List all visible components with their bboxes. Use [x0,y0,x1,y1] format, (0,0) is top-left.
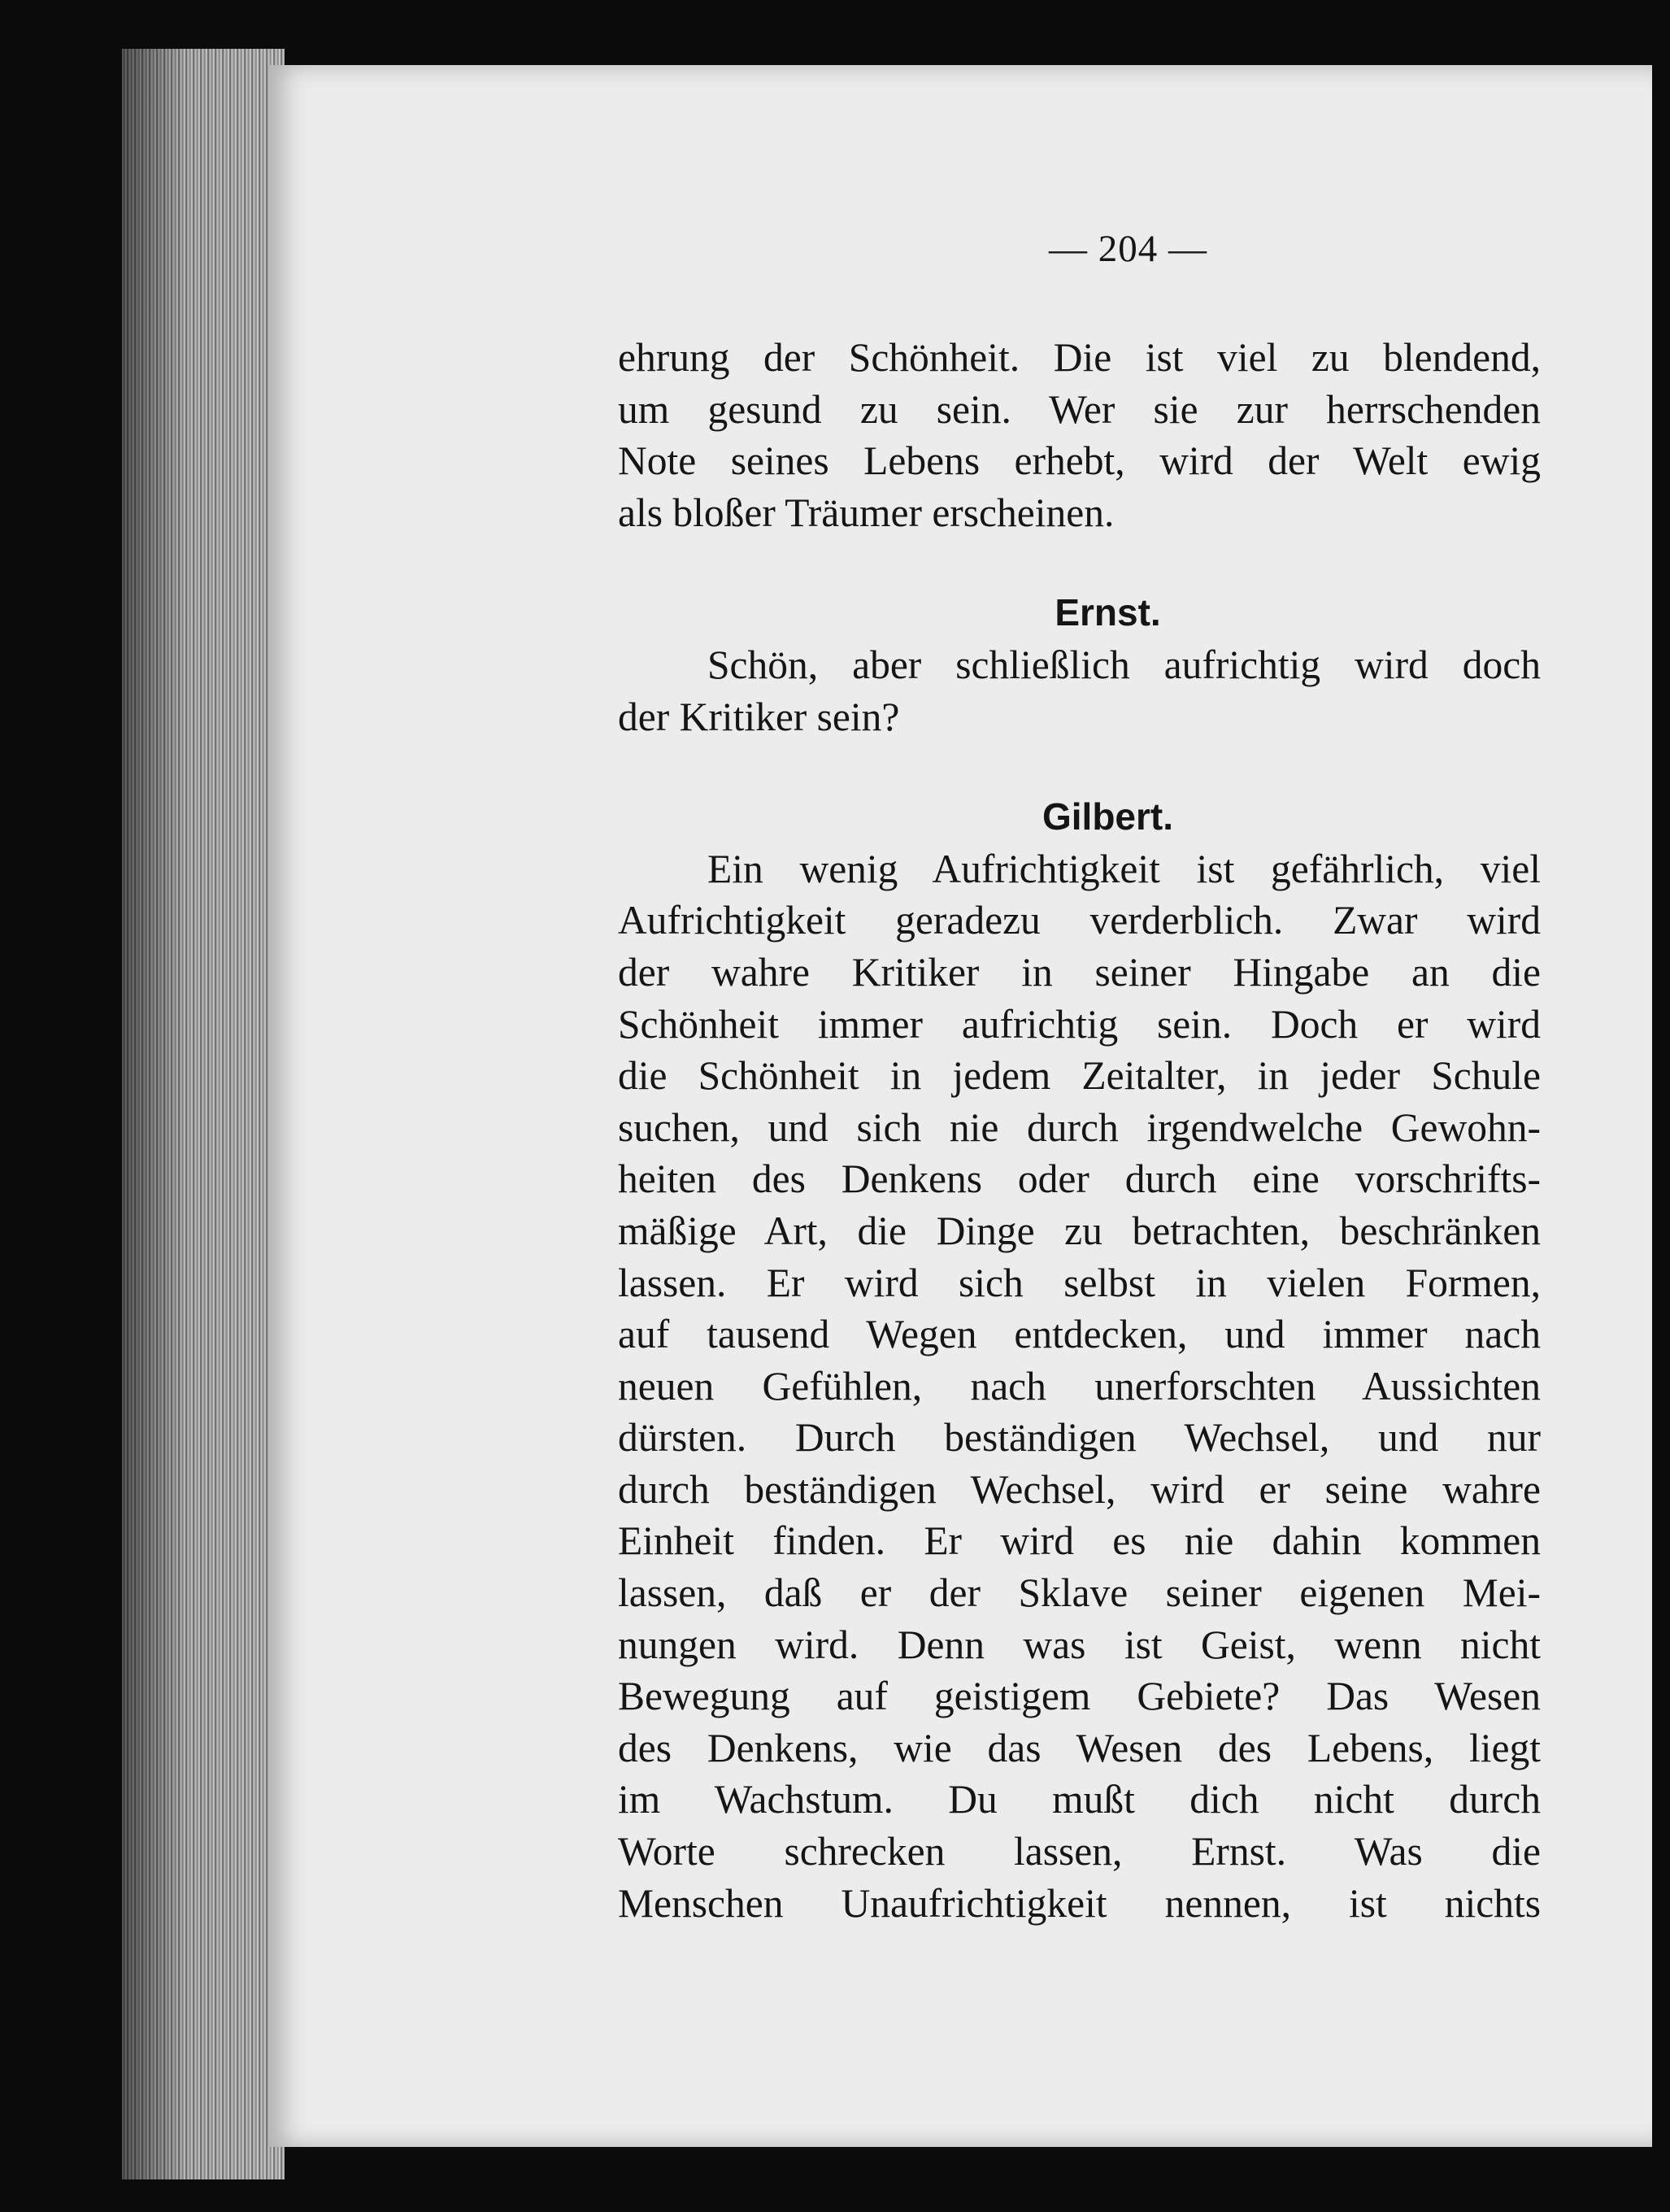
text-block [618,220,1541,1929]
paragraph-2 [618,639,1541,742]
text-line: durch beständigen Wechsel, wird er seine wahre [618,1466,1541,1512]
text-line: Einheit finden. Er wird es nie dahin kommen [618,1518,1541,1564]
text-line: Menschen Unaufrichtigkeit nennen, ist nichts [618,1880,1541,1926]
text-line: als bloßer Träumer erscheinen. [618,490,1115,535]
text-line: Bewegung auf geistigem Gebiete? Das Wesen [618,1674,1541,1719]
stacked-page-edges [122,49,285,2179]
text-line: neuen Gefühlen, nach unerforschten Aussichten [618,1363,1541,1409]
text-line: Schönheit immer aufrichtig sein. Doch er wird [618,1001,1541,1047]
text-line: Worte schrecken lassen, Ernst. Was die [618,1829,1541,1875]
text-line: Aufrichtigkeit geradezu verderblich. Zwar wird [618,898,1541,943]
text-line: lassen. Er wird sich selbst in vielen Formen, [618,1260,1541,1305]
text-line: heiten des Denkens oder durch eine vorschrifts- [618,1156,1541,1202]
text-line: der Kritiker sein? [618,694,900,739]
right-border [1652,0,1670,2212]
text-line: ehrung der Schönheit. Die ist viel zu blendend, [618,335,1541,380]
text-line: auf tausend Wegen entdecken, und immer nach [618,1312,1541,1357]
page-number: — 204 — [1049,228,1207,270]
paragraph-1 [618,332,1541,538]
text-line: lassen, daß er der Sklave seiner eigenen Mei- [618,1570,1541,1616]
text-line: Ein wenig Aufrichtigkeit ist gefährlich, viel [707,846,1541,891]
text-line: mäßige Art, die Dinge zu betrachten, beschränken [618,1208,1541,1253]
text-line: des Denkens, wie das Wesen des Lebens, liegt [618,1725,1541,1770]
text-line: dürsten. Durch beständigen Wechsel, und nur [618,1415,1541,1461]
text-line: im Wachstum. Du mußt dich nicht durch [618,1777,1541,1822]
speaker-heading-ernst: Ernst. [1055,591,1161,634]
paragraph-3 [618,843,1541,1929]
text-line: Note seines Lebens erhebt, wird der Welt ewig [618,438,1541,484]
text-line: Schön, aber schließlich aufrichtig wird doch [707,642,1541,687]
text-line: suchen, und sich nie durch irgendwelche Gewohn- [618,1104,1541,1150]
text-line: um gesund zu sein. Wer sie zur herrschenden [618,386,1541,432]
text-line: die Schönheit in jedem Zeitalter, in jeder Schule [618,1053,1541,1099]
text-line: der wahre Kritiker in seiner Hingabe an die [618,949,1541,995]
speaker-heading-gilbert: Gilbert. [1042,795,1174,838]
text-line: nungen wird. Denn was ist Geist, wenn nicht [618,1622,1541,1667]
